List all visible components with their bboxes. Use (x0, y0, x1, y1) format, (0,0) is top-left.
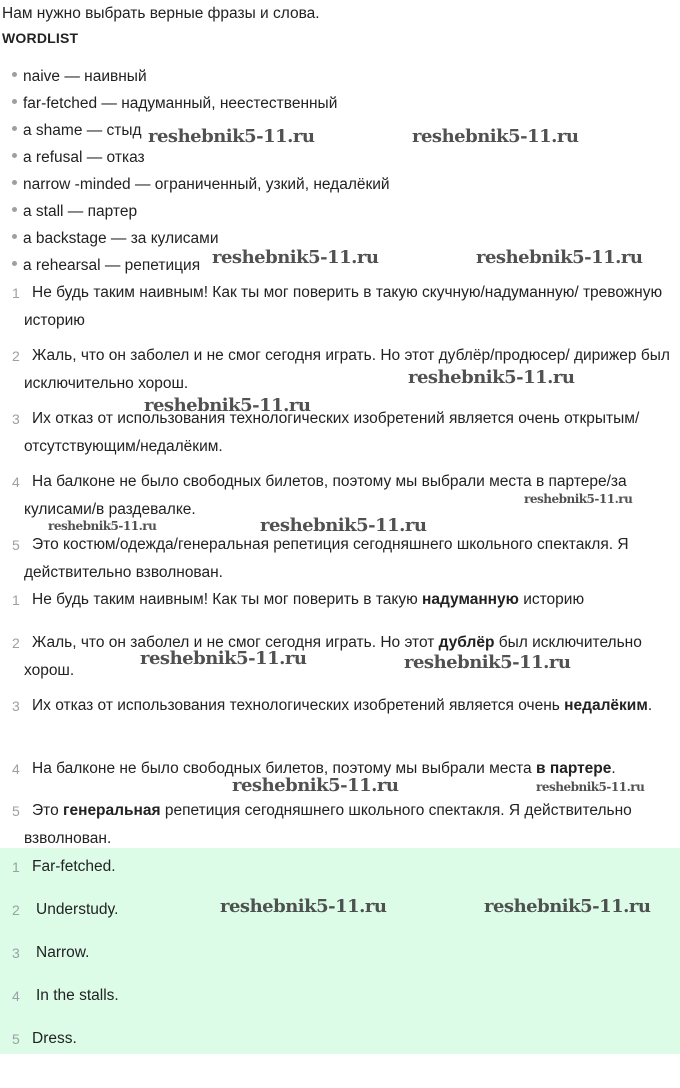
watermark: reshebnik5-11.ru (212, 247, 379, 268)
item-number: 2 (12, 902, 20, 918)
watermark: reshebnik5-11.ru (536, 780, 645, 794)
watermark: reshebnik5-11.ru (408, 367, 575, 388)
item-number: 3 (12, 411, 20, 427)
question-text: Это костюм/одежда/генеральная репетиция сегодняшнего школьного спектакля. Я действительно взволнован. (24, 536, 629, 581)
watermark: reshebnik5-11.ru (140, 648, 307, 669)
bullet-icon (12, 153, 17, 158)
watermark: reshebnik5-11.ru (48, 519, 157, 533)
answers-box (0, 848, 680, 1054)
question-text: На балконе не было свободных билетов, поэтому мы выбрали места в партере/за кулисами/в раздевалке. (24, 473, 627, 518)
item-number: 4 (12, 761, 20, 777)
bullet-icon (12, 99, 17, 104)
bullet-icon (12, 234, 17, 239)
filled-item (0, 629, 678, 685)
wordlist-item: a rehearsal — репетиция (12, 256, 200, 276)
answer-word: в партере (536, 760, 612, 777)
bullet-icon (12, 261, 17, 266)
bullet-icon (12, 72, 17, 77)
item-number: 2 (12, 635, 20, 651)
item-number: 1 (12, 859, 20, 875)
filled-item (0, 692, 678, 720)
question-text: Жаль, что он заболел и не смог сегодня играть. Но этот дублёр/продюсер/ дирижер был исключительно хорош. (24, 347, 670, 392)
item-number: 1 (12, 285, 20, 301)
item-number: 5 (12, 803, 20, 819)
intro-text: Нам нужно выбрать верные фразы и слова. (2, 5, 320, 22)
question-text: Их отказ от использования технологических изобретений является очень открытым/отсутствующим/недалёким. (24, 410, 640, 455)
question-item (0, 531, 678, 587)
watermark: reshebnik5-11.ru (148, 126, 315, 147)
watermark: reshebnik5-11.ru (484, 896, 651, 917)
filled-text: Это генеральная репетиция сегодняшнего школьного спектакля. Я действительно взволнован. (24, 802, 632, 847)
item-number: 3 (12, 698, 20, 714)
bullet-icon (12, 207, 17, 212)
question-item (0, 279, 678, 335)
wordlist-item: far-fetched — надуманный, неестественный (12, 94, 337, 114)
wordlist-item: a stall — партер (12, 202, 137, 222)
answer-word: генеральная (63, 802, 161, 819)
watermark: reshebnik5-11.ru (232, 775, 399, 796)
watermark: reshebnik5-11.ru (476, 247, 643, 268)
item-number: 5 (12, 1031, 20, 1047)
wordlist-title: WORDLIST (2, 30, 79, 46)
watermark: reshebnik5-11.ru (260, 515, 427, 536)
answer-text: In the stalls. (36, 987, 119, 1004)
answer-text: Dress. (32, 1030, 77, 1047)
question-text: Не будь таким наивным! Как ты мог поверить в такую скучную/надуманную/ тревожную историю (24, 284, 663, 329)
wordlist-item: a refusal — отказ (12, 148, 145, 168)
answer-word: недалёким (564, 697, 648, 714)
answer-word: надуманную (422, 591, 519, 608)
filled-item (0, 586, 678, 614)
bullet-icon (12, 126, 17, 131)
item-number: 2 (12, 348, 20, 364)
item-number: 4 (12, 988, 20, 1004)
item-number: 5 (12, 537, 20, 553)
filled-text: Жаль, что он заболел и не смог сегодня играть. Но этот дублёр был исключительно хорош. (24, 634, 642, 679)
watermark: reshebnik5-11.ru (220, 896, 387, 917)
answer-word: дублёр (438, 634, 495, 651)
watermark: reshebnik5-11.ru (524, 492, 633, 506)
watermark: reshebnik5-11.ru (144, 395, 311, 416)
filled-text: Их отказ от использования технологических изобретений является очень недалёким. (32, 697, 653, 714)
filled-text: Не будь таким наивным! Как ты мог поверить в такую надуманную историю (32, 591, 585, 608)
wordlist-item: a shame — стыд (12, 121, 142, 141)
bullet-icon (12, 180, 17, 185)
watermark: reshebnik5-11.ru (404, 652, 571, 673)
answer-text: Narrow. (36, 944, 90, 961)
filled-item (0, 797, 678, 853)
answer-text: Far-fetched. (32, 858, 116, 875)
filled-text: На балконе не было свободных билетов, поэтому мы выбрали места в партере. (32, 760, 616, 777)
wordlist-item: narrow -minded — ограниченный, узкий, недалёкий (12, 175, 390, 195)
watermark: reshebnik5-11.ru (412, 126, 579, 147)
item-number: 1 (12, 592, 20, 608)
question-item (0, 405, 678, 461)
question-item (0, 342, 678, 398)
item-number: 3 (12, 945, 20, 961)
item-number: 4 (12, 474, 20, 490)
answer-text: Understudy. (36, 901, 119, 918)
wordlist-item: naive — наивный (12, 67, 147, 87)
wordlist-item: a backstage — за кулисами (12, 229, 218, 249)
